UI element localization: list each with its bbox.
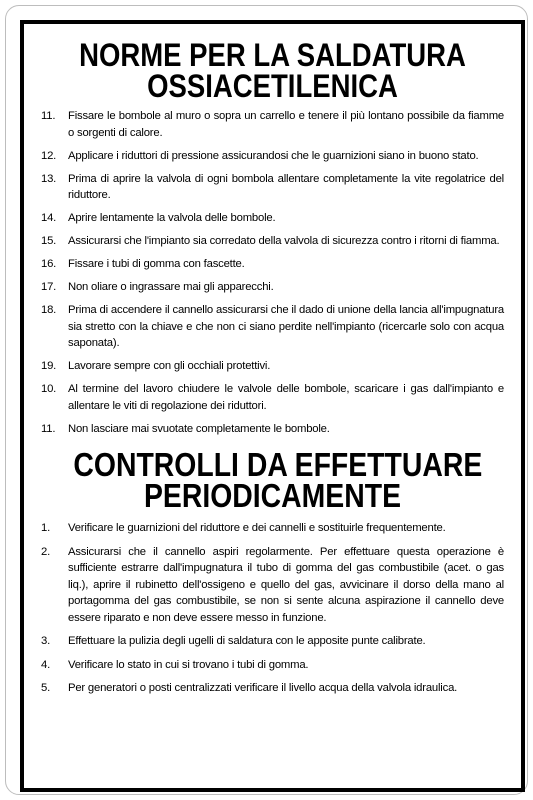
- sign-plate: [5, 5, 528, 795]
- item-number: 2.: [41, 545, 51, 558]
- item-number: 14.: [41, 212, 57, 224]
- item-text: Non lasciare mai svuotate completamente le bombole.: [68, 422, 330, 435]
- item-text: Assicurarsi che il cannello aspiri regolarmente. Per effettuare questa operazione è sufficiente estrarre dall'impugnatura il tubo di gomma del gas combustibile (acet. o gas liq.), aprire il rubinetto dell'ossigeno e quello del gas, avvicinare il dorso della mano al portagomma del gas combustibile, se non si sente alcuna aspirazione il cannello deve essere riparato e non deve essere messo in funzione.: [68, 545, 504, 624]
- item-number: 13.: [41, 172, 57, 185]
- item-text: Fissare le bombole al muro o sopra un carrello e tenere il più lontano possibile da fiamme o sorgenti di calore.: [68, 110, 504, 139]
- list-item: [41, 256, 504, 273]
- list-item: [41, 279, 504, 296]
- item-text: Non oliare o ingrassare mai gli apparecchi.: [68, 281, 274, 293]
- item-number: 11.: [41, 110, 56, 122]
- list-item: [41, 148, 504, 165]
- periodic-checks-title: [73, 446, 483, 514]
- item-text: Effettuare la pulizia degli ugelli di saldatura con le apposite punte calibrate.: [68, 635, 426, 647]
- title-line: PERIODICAMENTE: [143, 477, 402, 514]
- sign-border: [20, 20, 525, 792]
- item-number: 16.: [41, 258, 57, 270]
- item-number: 17.: [41, 281, 57, 293]
- title-line: CONTROLLI DA EFFETTUARE: [73, 446, 483, 483]
- item-number: 19.: [41, 360, 57, 372]
- item-text: Assicurarsi che l'impianto sia corredato della valvola di sicurezza contro i ritorni di fiamma.: [68, 235, 500, 247]
- list-item: [41, 381, 504, 414]
- list-item: [41, 633, 504, 650]
- list-item: [41, 421, 504, 438]
- list-item: [41, 680, 504, 697]
- item-number: 3.: [41, 635, 51, 647]
- list-item: [41, 358, 504, 375]
- item-text: Per generatori o posti centralizzati verificare il livello acqua della valvola idraulica.: [68, 682, 458, 694]
- list-item: [41, 108, 504, 141]
- item-text: Al termine del lavoro chiudere le valvole delle bombole, scaricare i gas dall'impianto e allentare le viti di regolazione dei riduttori.: [68, 383, 504, 412]
- welding-rules-title: [73, 37, 471, 104]
- item-number: 5.: [41, 682, 51, 694]
- item-text: Applicare i riduttori di pressione assicurandosi che le guarnizioni siano in buono stato.: [68, 149, 479, 162]
- list-item: [41, 520, 504, 537]
- item-text: Aprire lentamente la valvola delle bombole.: [68, 212, 276, 224]
- title-line: NORME PER LA SALDATURA: [79, 37, 466, 73]
- item-number: 18.: [41, 304, 57, 316]
- item-text: Fissare i tubi di gomma con fascette.: [68, 258, 245, 270]
- list-item: [41, 171, 504, 204]
- item-text: Verificare le guarnizioni del riduttore e dei cannelli e sostituirle frequentemente.: [68, 522, 446, 534]
- list-item: [41, 233, 504, 250]
- list-item: [41, 657, 504, 674]
- item-number: 4.: [41, 658, 51, 671]
- title-line: OSSIACETILENICA: [147, 68, 398, 104]
- welding-rules-list: [41, 108, 504, 437]
- item-number: 12.: [41, 149, 57, 162]
- item-number: 11.: [41, 422, 56, 435]
- list-item: [41, 544, 504, 627]
- periodic-checks-list: [41, 520, 504, 697]
- item-text: Prima di accendere il cannello assicurarsi che il dado di unione della lancia all'impugnatura sia stretto con la chiave e che non ci siano perdite nell'impianto (ricercarle solo con acqua saponata).: [68, 304, 504, 349]
- item-text: Verificare lo stato in cui si trovano i tubi di gomma.: [68, 658, 309, 671]
- item-text: Lavorare sempre con gli occhiali protettivi.: [68, 360, 271, 372]
- item-number: 1.: [41, 522, 51, 534]
- item-number: 10.: [41, 383, 57, 395]
- item-text: Prima di aprire la valvola di ogni bombola allentare completamente la vite regolatrice del riduttore.: [68, 172, 504, 201]
- item-number: 15.: [41, 235, 57, 247]
- list-item: [41, 210, 504, 227]
- list-item: [41, 302, 504, 352]
